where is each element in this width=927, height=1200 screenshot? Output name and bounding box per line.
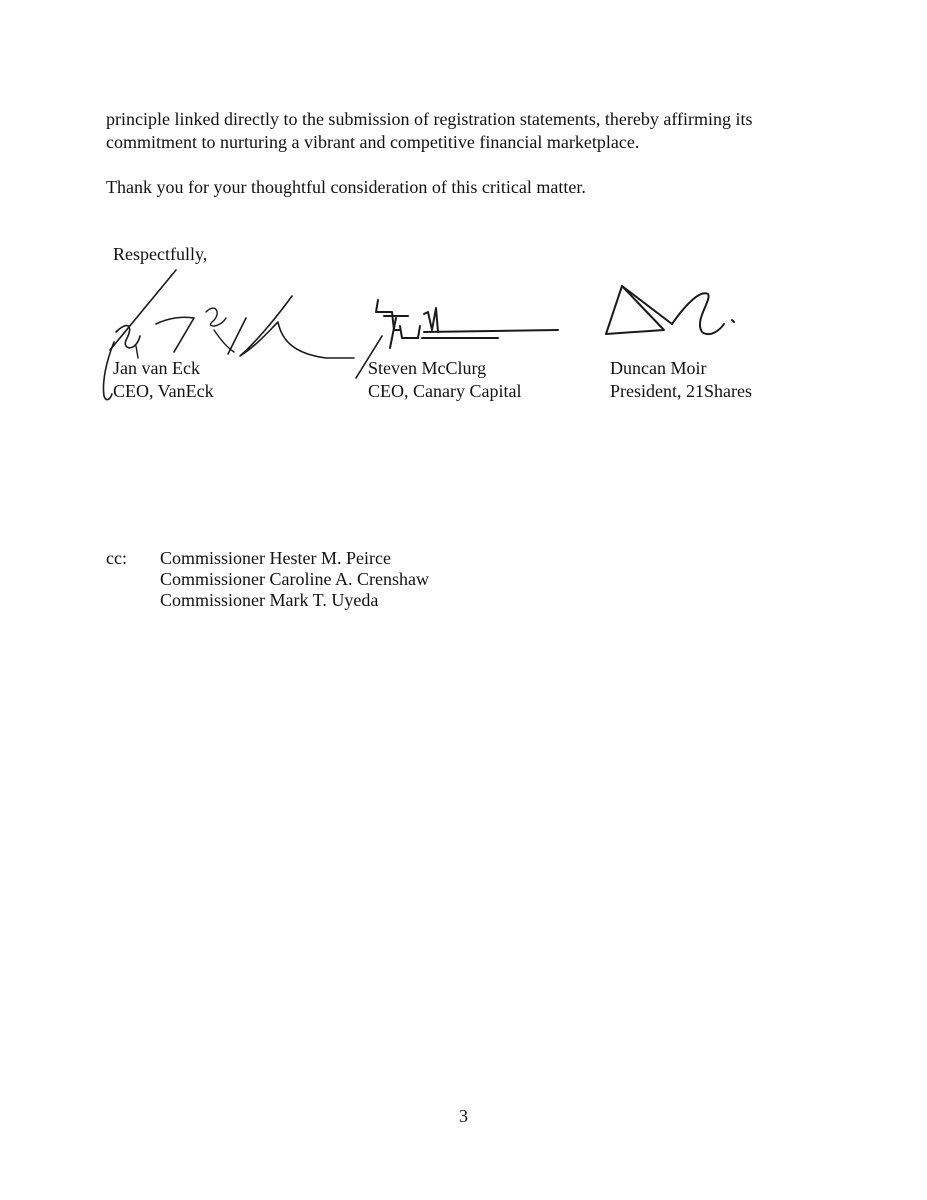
signatory-block [610,357,752,403]
signatory-name: Duncan Moir [610,358,707,378]
signatory-name: Jan van Eck [113,358,200,378]
cc-recipient: Commissioner Mark T. Uyeda [160,590,379,610]
paragraph-line: principle linked directly to the submission of registration statements, thereby affirming its [106,109,753,129]
closing-paragraph [106,108,806,154]
page-number: 3 [459,1106,468,1126]
cc-label: cc: [106,548,127,568]
cc-recipient: Commissioner Hester M. Peirce [160,548,391,568]
thanks-paragraph: Thank you for your thoughtful consideration of this critical matter. [106,177,586,197]
signature-duncan-moir [600,280,740,342]
signatory-block [113,357,214,403]
signatory-title: CEO, VanEck [113,381,214,401]
signatory-block [368,357,521,403]
signatory-title: CEO, Canary Capital [368,381,522,401]
signatory-name: Steven McClurg [368,358,487,378]
paragraph-line: commitment to nurturing a vibrant and competitive financial marketplace. [106,132,640,152]
signatory-title: President, 21Shares [610,381,752,401]
cc-recipient: Commissioner Caroline A. Crenshaw [160,569,429,589]
cc-recipient-list [160,548,429,611]
complimentary-closing: Respectfully, [113,244,208,264]
